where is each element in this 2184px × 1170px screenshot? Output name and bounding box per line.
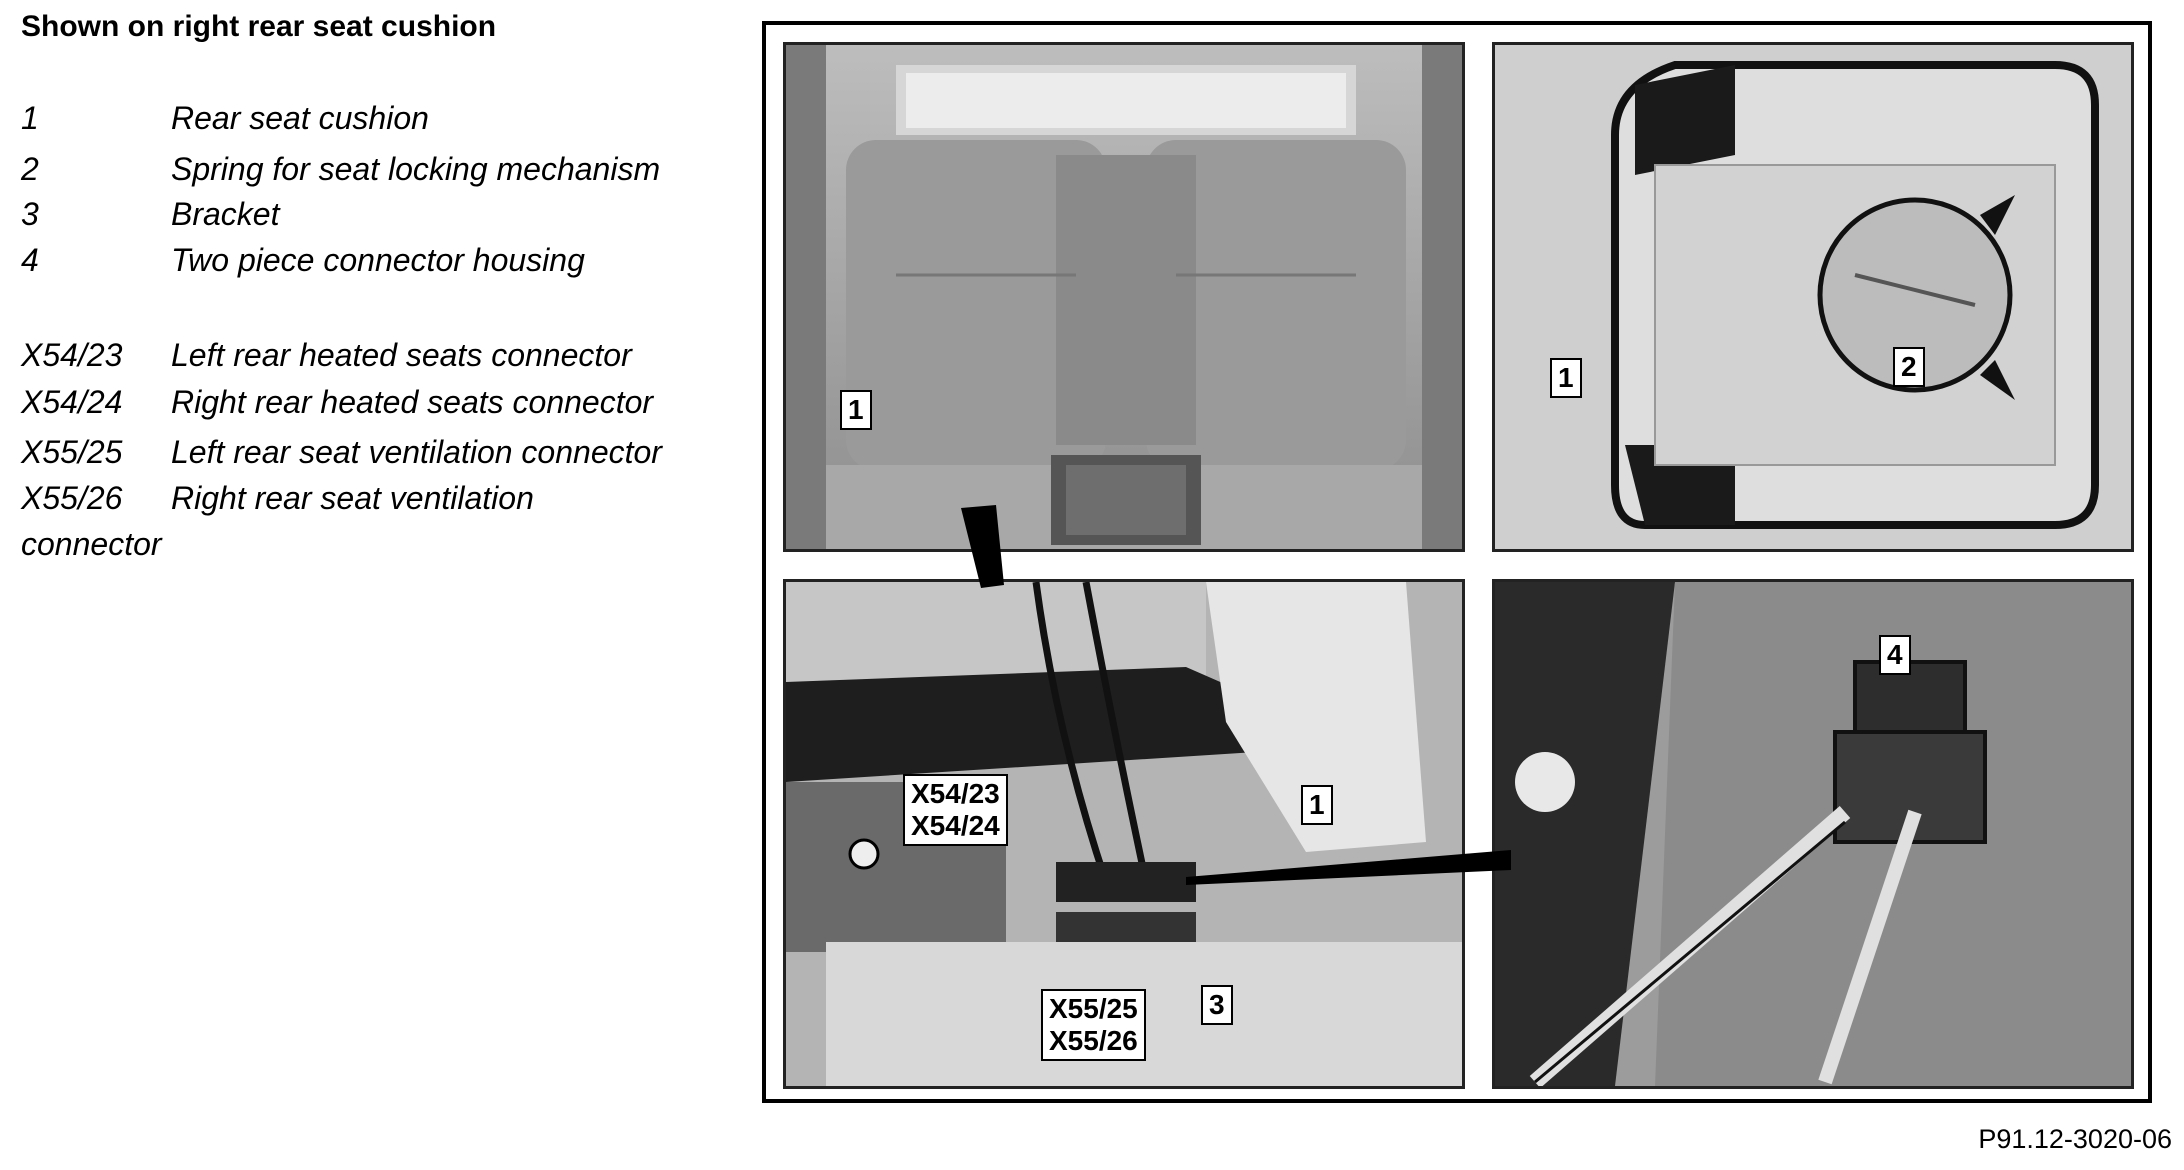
callout-4: 4 xyxy=(1879,635,1911,675)
panel-connector-housing xyxy=(1492,579,2134,1089)
section-title: Shown on right rear seat cushion xyxy=(21,10,497,43)
legend-code: 2 xyxy=(21,151,39,187)
connector-housing-illustration xyxy=(1495,582,2131,1086)
callout-x54 xyxy=(903,774,1008,846)
callout-1: 1 xyxy=(1301,785,1333,825)
callout-1: 1 xyxy=(840,390,872,430)
legend-desc: Right rear seat ventilation xyxy=(171,480,534,516)
rear-seat-illustration xyxy=(786,45,1462,549)
panel-cushion-underside xyxy=(1492,42,2134,552)
callout-x55 xyxy=(1041,989,1146,1061)
legend-desc: Right rear heated seats connector xyxy=(171,384,654,420)
legend-desc: Left rear heated seats connector xyxy=(171,337,632,373)
callout-3: 3 xyxy=(1201,985,1233,1025)
callout-x54-23: X54/23 xyxy=(911,778,1000,809)
legend-code: 1 xyxy=(21,100,39,136)
legend-desc: Left rear seat ventilation connector xyxy=(171,434,662,470)
callout-x55-26: X55/26 xyxy=(1049,1025,1138,1057)
legend-code: 4 xyxy=(21,242,39,278)
callout-2: 2 xyxy=(1893,347,1925,387)
legend-desc: Rear seat cushion xyxy=(171,100,429,136)
legend-code: X54/23 xyxy=(21,337,123,373)
legend-code: X55/25 xyxy=(21,434,123,470)
figure-id: P91.12-3020-06 xyxy=(1978,1124,2172,1154)
callout-1: 1 xyxy=(1550,358,1582,398)
legend-code: X54/24 xyxy=(21,384,123,420)
legend-desc: Two piece connector housing xyxy=(171,242,585,278)
cushion-underside-illustration xyxy=(1495,45,2131,549)
callout-x54-24: X54/24 xyxy=(911,810,1000,842)
panel-connectors xyxy=(783,579,1465,1089)
legend-desc: Spring for seat locking mechanism xyxy=(171,151,661,187)
legend-code: X55/26 xyxy=(21,480,123,516)
legend-desc: Bracket xyxy=(171,196,280,232)
panel-rear-seat-photo xyxy=(783,42,1465,552)
legend-continuation: connector xyxy=(21,526,162,562)
legend-code: 3 xyxy=(21,196,39,232)
callout-x55-25: X55/25 xyxy=(1049,993,1138,1024)
figure-frame xyxy=(762,21,2152,1103)
